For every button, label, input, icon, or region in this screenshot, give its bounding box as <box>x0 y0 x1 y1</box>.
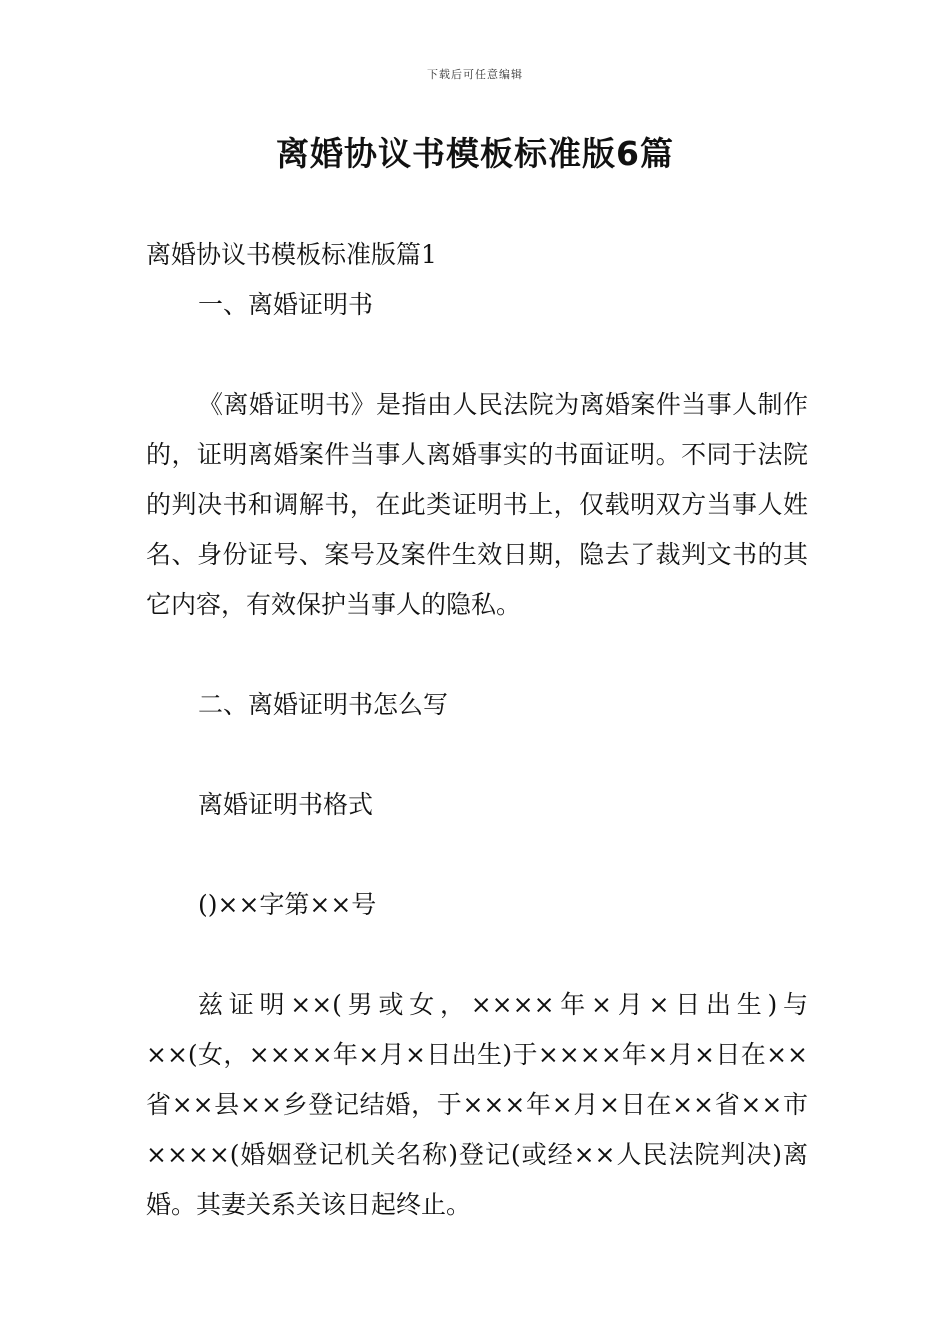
format-heading: 离婚证明书格式 <box>198 790 374 819</box>
header-note: 下载后可任意编辑 <box>427 68 523 81</box>
document-title: 离婚协议书模板标准版6篇 <box>276 134 674 173</box>
section-heading-2: 二、离婚证明书怎么写 <box>198 690 449 719</box>
paragraph-1: 《离婚证明书》是指由人民法院为离婚案件当事人制作的，证明离婚案件当事人离婚事实的书面证明。不同于法院的判决书和调解书，在此类证明书上，仅载明双方当事人姓名、身份证号、案号及案件生效日期，隐去了裁判文书的其它内容，有效保护当事人的隐私。 <box>146 390 808 619</box>
case-number: ()××字第××号 <box>198 890 377 919</box>
paragraph-2: 兹证明××(男或女，××××年×月×日出生)与××(女，××××年×月×日出生)于××××年×月×日在××省××县××乡登记结婚，于×××年×月×日在××省××市××××(婚姻登记机关名称)登记(或经××人民法院判决)离婚。其妻关系关该日起终止。 <box>146 990 808 1219</box>
spacer <box>146 830 808 880</box>
spacer <box>146 630 808 680</box>
section-heading-1: 一、离婚证明书 <box>198 290 374 319</box>
spacer <box>146 730 808 780</box>
spacer <box>146 330 808 380</box>
document-body <box>146 230 808 1230</box>
document-subtitle: 离婚协议书模板标准版篇1 <box>146 240 437 269</box>
spacer <box>146 930 808 980</box>
